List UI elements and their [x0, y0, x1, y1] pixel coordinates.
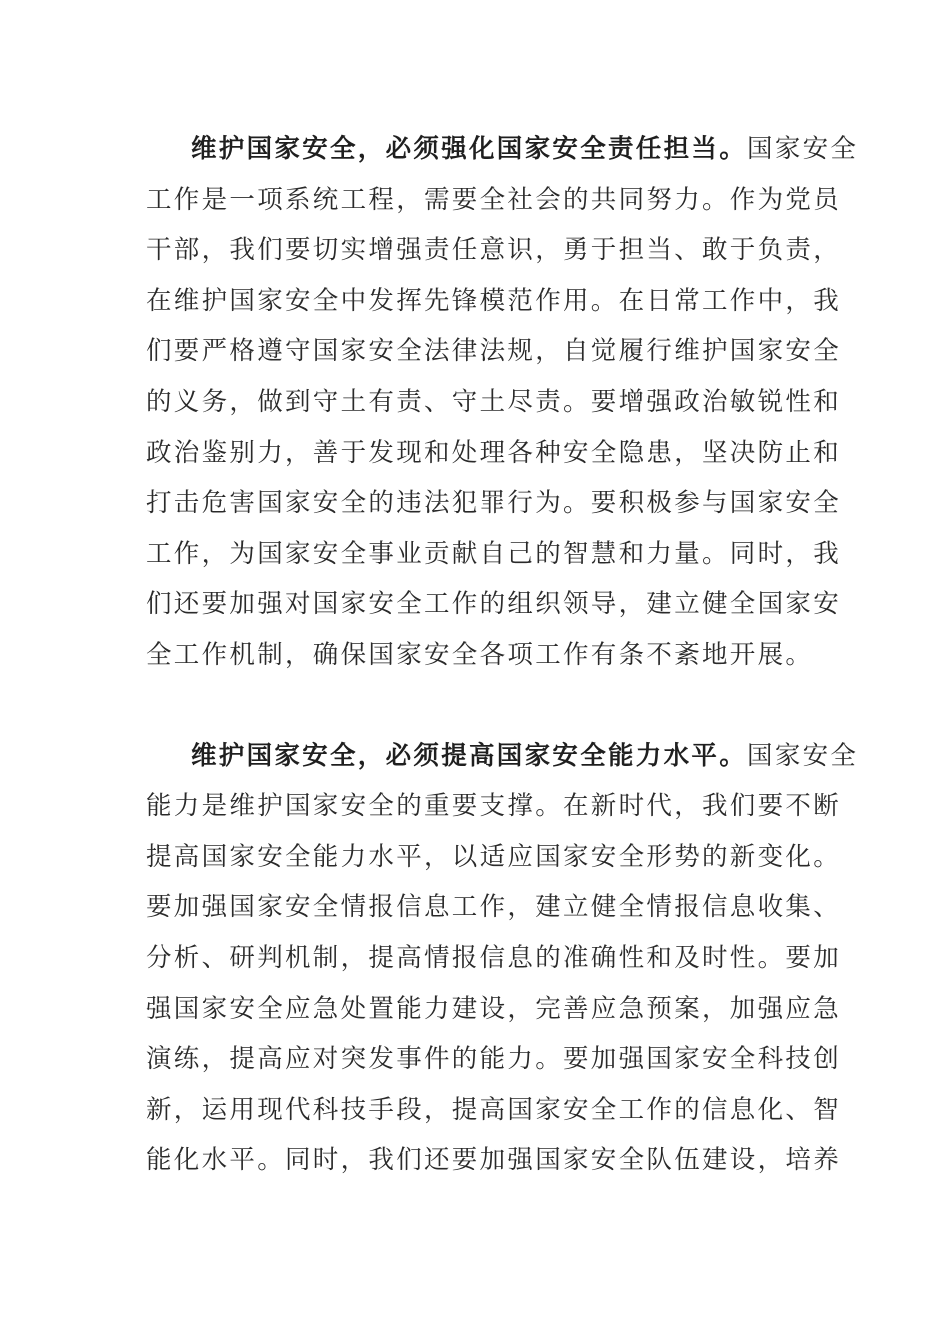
paragraph-text: 国家安全: [747, 740, 859, 771]
paragraph-text: 国家安全: [747, 134, 859, 164]
paragraph-lead-heading: 维护国家安全，必须提高国家安全能力水平。: [191, 740, 748, 771]
paragraph-line: 全工作机制，确保国家安全各项工作有条不紊地开展。: [146, 639, 814, 670]
paragraph-line: 要加强国家安全情报信息工作，建立健全情报信息收集、: [146, 892, 842, 923]
paragraph-line: 强国家安全应急处置能力建设，完善应急预案，加强应急: [146, 993, 842, 1024]
paragraph-line: 能力是维护国家安全的重要支撑。在新时代，我们要不断: [146, 791, 842, 822]
paragraph-line: 们还要加强对国家安全工作的组织领导，建立健全国家安: [146, 589, 842, 620]
paragraph-line: 演练，提高应对突发事件的能力。要加强国家安全科技创: [146, 1044, 842, 1075]
paragraph-lead-heading: 维护国家安全，必须强化国家安全责任担当。: [191, 134, 748, 164]
paragraph-line: 打击危害国家安全的违法犯罪行为。要积极参与国家安全: [146, 488, 842, 519]
paragraph-line: 工作，为国家安全事业贡献自己的智慧和力量。同时，我: [146, 538, 842, 569]
paragraph-line: 分析、研判机制，提高情报信息的准确性和及时性。要加: [146, 942, 842, 973]
paragraph-line: 的义务，做到守土有责、守土尽责。要增强政治敏锐性和: [146, 386, 842, 417]
paragraph-capability: [146, 731, 859, 1186]
document-page: [146, 124, 859, 1186]
paragraph-line: 提高国家安全能力水平，以适应国家安全形势的新变化。: [146, 841, 842, 872]
paragraph-first-line: [146, 124, 859, 175]
paragraph-line: 在维护国家安全中发挥先锋模范作用。在日常工作中，我: [146, 285, 842, 316]
paragraph-line: 政治鉴别力，善于发现和处理各种安全隐患，坚决防止和: [146, 437, 842, 468]
paragraph-line: 能化水平。同时，我们还要加强国家安全队伍建设，培养: [146, 1145, 842, 1176]
paragraph-responsibility: [146, 124, 859, 681]
paragraph-first-line: [146, 731, 859, 782]
paragraph-line: 工作是一项系统工程，需要全社会的共同努力。作为党员: [146, 184, 842, 215]
paragraph-line: 们要严格遵守国家安全法律法规，自觉履行维护国家安全: [146, 336, 842, 367]
paragraph-line: 新，运用现代科技手段，提高国家安全工作的信息化、智: [146, 1094, 842, 1125]
paragraph-line: 干部，我们要切实增强责任意识，勇于担当、敢于负责，: [146, 235, 842, 266]
